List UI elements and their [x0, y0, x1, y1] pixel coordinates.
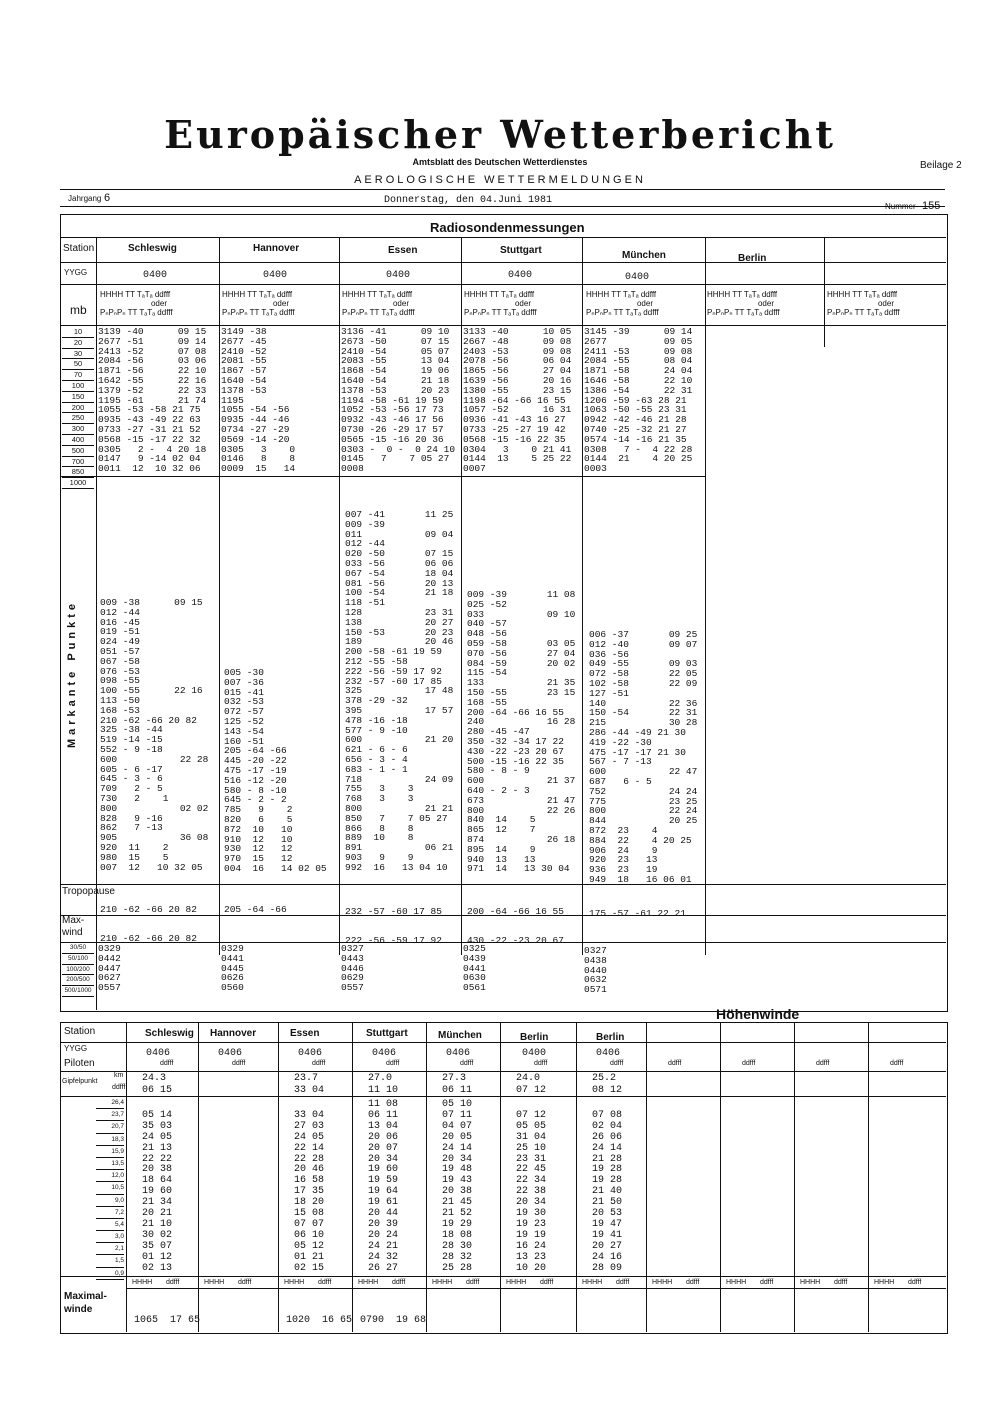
- subtitle: Amtsblatt des Deutschen Wetterdienstes: [412, 157, 588, 167]
- hw-station: Berlin: [520, 1032, 549, 1043]
- maxwind-value: 210 -62 -66 20 82: [100, 933, 197, 944]
- yygg-value: 0400: [508, 270, 533, 281]
- hw-station-label: Station: [64, 1026, 96, 1037]
- gipfel-dd: 33 04: [294, 1085, 325, 1096]
- mark-muenchen: 006 -37 09 25 012 -40 09 07 036 -56 049 -55 09 03 072 -58 22 05 102 -58 22 09 127 -51 140 22 36 150 -54 22 31 215 30 28 286 -44 -49 21 30 419 -22 -30 475 -17 -17 21 30 567 - 7 -13 600 22 47 687 6 - 5 752 24 24 775 23 25 800 22 24 844 20 25 872 23 4 884 22 4 20 25 906 24 9 920 23 13 936 23 19 949 18 16 06 01: [589, 629, 698, 885]
- station-berlin: Berlin: [738, 253, 767, 264]
- ddfff-label: ddfff: [540, 1279, 554, 1286]
- shear-label: 200/500: [62, 975, 94, 986]
- gipfel-km: 23.7: [294, 1073, 319, 1084]
- col-header: HHHH TT TₐTₐ ddfff oder PₙPₙPₙ TT TₐTₐ ddfff: [586, 290, 659, 317]
- maximal-dd: 16 65: [322, 1315, 353, 1326]
- hhhh-label: HHHH: [726, 1279, 747, 1286]
- mark-essen: 007 -41 11 25 009 -39 011 09 04 012 -44 020 -50 07 15 033 -56 06 06 067 -54 18 04 081 -56 20 13 100 -54 21 18 118 -51 128 23 31 138 20 27 150 -53 20 23 189 20 46 200 -58 -61 19 59 212 -55 -58 222 -56 -59 17 92 232 -57 -60 17 85 325 17 48 378 -29 -32 395 17 57 478 -16 -18 577 - 9 -10 600 21 20 621 - 6 - 6 656 - 3 - 4 683 - 1 - 1 718 24 09 755 3 3 768 3 3 800 21 21 850 7 7 05 27 866 8 8 889 10 8 891 06 21 903 9 9 992 16 13 04 10: [345, 509, 454, 873]
- station-label: Station: [63, 243, 95, 254]
- ddfff-label: ddfff: [668, 1060, 682, 1067]
- section-title: AEROLOGISCHE WETTERMELDUNGEN: [354, 174, 646, 186]
- level-label: 250: [62, 413, 94, 424]
- station-stuttgart: Stuttgart: [500, 245, 542, 256]
- level-label: 20: [62, 338, 94, 349]
- level-label: 150: [62, 392, 94, 403]
- tropo-value: 200 -64 -66 16 55: [467, 906, 564, 917]
- maximal-dd: 19 68: [396, 1315, 427, 1326]
- wind-column: 05 14 35 03 24 05 21 13 22 22 20 38 18 64 19 60 21 34 20 21 21 10 30 02 35 07 01 12 02 13: [142, 1109, 173, 1274]
- station-essen: Essen: [388, 245, 418, 256]
- level-list: [62, 327, 94, 489]
- hhhh-label: HHHH: [652, 1279, 673, 1286]
- gipfel-km: 27.0: [368, 1073, 393, 1084]
- ddfff-label: ddfff: [466, 1279, 480, 1286]
- maximal-dd: 17 65: [170, 1315, 201, 1326]
- gipfel-km-label: km: [114, 1072, 124, 1079]
- jahrgang-label: Jahrgang: [68, 194, 102, 203]
- col-header: HHHH TT TₐTₐ ddfff oder PₙPₙPₙ TT TₐTₐ ddfff: [464, 290, 537, 317]
- hw-station: Essen: [290, 1028, 320, 1039]
- mark-schleswig: 009 -38 09 15 012 -44 016 -45 019 -51 024 -49 051 -57 067 -58 076 -53 098 -55 100 -55 22 16 113 -50 168 -53 210 -62 -66 20 82 325 -38 -44 519 -14 -15 552 - 9 -18 600 22 28 605 - 6 -17 645 - 3 - 6 709 2 - 5 730 2 1 800 02 02 828 9 -16 862 7 -13 905 36 08 920 11 2 980 15 5 007 12 10 32 05: [100, 597, 209, 873]
- wind-column: 07 12 05 05 31 04 25 10 23 31 22 45 22 34 22 38 20 34 19 30 19 23 19 19 16 24 13 23 10 20: [516, 1109, 547, 1274]
- hw-station: Schleswig: [145, 1028, 194, 1039]
- shear-hannover: 0329 0441 0445 0626 0560: [221, 943, 244, 994]
- ddfff-label: ddfff: [238, 1279, 252, 1286]
- ddfff-label: ddfff: [386, 1060, 400, 1067]
- shear-muenchen: 0327 0438 0440 0632 0571: [584, 945, 607, 996]
- km-level: 12,0: [96, 1170, 124, 1182]
- hhhh-label: HHHH: [800, 1279, 821, 1286]
- ddfff-label: ddfff: [318, 1279, 332, 1286]
- col-header: HHHH TT TₐTₐ ddfff oder PₙPₙPₙ TT TₐTₐ ddfff: [222, 290, 295, 317]
- mark-hannover: 005 -30 007 -36 015 -41 032 -53 072 -57 125 -52 143 -54 160 -51 205 -64 -66 445 -20 -22 475 -17 -19 516 -12 -20 580 - 8 -10 645 - 2 - 2 785 9 2 820 6 5 872 10 10 910 12 10 930 12 12 970 15 12 004 16 14 02 05: [224, 667, 327, 874]
- hw-yygg: 0406: [218, 1048, 243, 1059]
- gipfel-label: Gipfelpunkt: [62, 1078, 98, 1085]
- station-muenchen: München: [622, 250, 666, 261]
- ddfff-label: ddfff: [460, 1060, 474, 1067]
- header-rule: [60, 206, 945, 207]
- wind-column: 05 10 07 11 04 07 20 05 24 14 20 34 19 48 19 43 20 38 21 45 21 52 19 29 18 08 28 30 28 32 25 28: [442, 1099, 473, 1274]
- station-hannover: Hannover: [253, 243, 300, 254]
- level-label: 400: [62, 435, 94, 446]
- ddfff-label: ddfff: [312, 1060, 326, 1067]
- hw-yygg: 0406: [298, 1048, 323, 1059]
- ddfff-label: ddfff: [392, 1279, 406, 1286]
- yygg-label: YYGG: [64, 268, 88, 277]
- km-level: 15,9: [96, 1146, 124, 1158]
- piloten-label: Piloten: [64, 1058, 95, 1069]
- km-level: 5,4: [96, 1219, 124, 1231]
- col-header: HHHH TT TₐTₐ ddfff oder PₙPₙPₙ TT TₐTₐ ddfff: [100, 290, 173, 317]
- km-level: 9,0: [96, 1195, 124, 1207]
- date: Donnerstag, den 04.Juni 1981: [384, 195, 553, 206]
- maximal-label: Maximal-winde: [64, 1291, 107, 1315]
- yygg-value: 0400: [143, 270, 168, 281]
- shear-labels: [62, 943, 94, 997]
- col-header: HHHH TT TₐTₐ ddfff oder PₙPₙPₙ TT TₐTₐ ddfff: [342, 290, 415, 317]
- ddfff-label: ddfff: [742, 1060, 756, 1067]
- hw-station: Berlin: [596, 1032, 625, 1043]
- std-essen: 3136 -41 09 10 2673 -50 07 15 2410 -54 05 07 2083 -55 13 04 1868 -54 19 06 1640 -54 21 18 1378 -53 20 23 1194 -58 -61 19 59 1052 -53 -56 17 73 0932 -43 -46 17 56 0730 -26 -29 17 57 0565 -15 -16 20 36 0303 - 0 - 0 24 10 0145 7 7 05 27 0008: [341, 326, 456, 475]
- maximal-hhhh: 1065: [134, 1315, 159, 1326]
- tropo-value: 175 -57 -61 22 21: [589, 908, 686, 919]
- tropo-value: 205 -64 -66: [224, 904, 287, 915]
- radiosonde-title: Radiosondenmessungen: [430, 220, 585, 235]
- km-level: 23,7: [96, 1109, 124, 1121]
- yygg-value: 0400: [263, 270, 288, 281]
- nummer-label: Nummer: [885, 202, 916, 211]
- hhhh-label: HHHH: [432, 1279, 453, 1286]
- wind-column: 33 04 27 03 24 05 22 14 22 28 20 46 16 58 17 35 18 20 15 08 07 07 06 10 05 12 01 21 02 15: [294, 1109, 325, 1274]
- hw-yygg: 0406: [372, 1048, 397, 1059]
- yygg-value: 0400: [625, 272, 650, 283]
- shear-stuttgart: 0325 0439 0441 0630 0561: [463, 943, 486, 994]
- km-level: 26,4: [96, 1097, 124, 1109]
- hhhh-label: HHHH: [284, 1279, 305, 1286]
- maximal-hhhh: 1020: [286, 1315, 311, 1326]
- gipfel-dd: 11 10: [368, 1085, 399, 1096]
- level-label: 10: [62, 327, 94, 338]
- hhhh-label: HHHH: [358, 1279, 379, 1286]
- km-level: 7,2: [96, 1207, 124, 1219]
- ddfff-label: ddfff: [890, 1060, 904, 1067]
- level-label: 1000: [62, 478, 94, 489]
- km-level: 13,5: [96, 1158, 124, 1170]
- shear-label: 30/50: [62, 943, 94, 954]
- shear-label: 500/1000: [62, 986, 94, 997]
- maxwind-label: Max-wind: [62, 915, 85, 938]
- std-stuttgart: 3133 -40 10 05 2667 -48 09 08 2403 -53 09 08 2078 -56 06 04 1865 -56 27 04 1639 -56 20 16 1380 -55 23 15 1198 -64 -66 16 55 1057 -52 16 31 0936 -41 -43 16 27 0733 -25 -27 19 42 0568 -15 -16 22 35 0304 3 0 21 41 0144 13 5 25 22 0007: [463, 326, 572, 475]
- tropopause-label: Tropopause: [62, 886, 115, 897]
- hw-yygg: 0406: [596, 1048, 621, 1059]
- tropo-value: 210 -62 -66 20 82: [100, 904, 197, 915]
- mark-stuttgart: 009 -39 11 08 025 -52 033 09 10 040 -57 048 -56 059 -58 03 05 070 -56 27 04 084 -59 20 02 115 -54 133 21 35 150 -55 23 15 168 -55 200 -64 -66 16 55 240 16 28 280 -45 -47 350 -32 -34 17 22 430 -22 -23 20 67 500 -15 -16 22 35 580 - 8 - 9 600 21 37 640 - 2 - 3 673 21 47 800 22 26 840 14 5 865 12 7 874 26 18 895 14 9 940 13 13 971 14 13 30 04: [467, 589, 576, 875]
- hw-station: Hannover: [210, 1028, 257, 1039]
- ddfff-label: ddfff: [166, 1279, 180, 1286]
- level-label: 200: [62, 403, 94, 414]
- km-level: 3,0: [96, 1231, 124, 1243]
- km-level: 0,9: [96, 1268, 124, 1280]
- hhhh-label: HHHH: [132, 1279, 153, 1286]
- gipfel-km: 24.0: [516, 1073, 541, 1084]
- yygg-value: 0400: [386, 270, 411, 281]
- ddfff-label: ddfff: [534, 1060, 548, 1067]
- gipfel-dd: 08 12: [592, 1085, 623, 1096]
- gipfel-dd: 06 11: [442, 1085, 473, 1096]
- level-label: 100: [62, 381, 94, 392]
- ddfff-label: ddfff: [610, 1060, 624, 1067]
- km-level: 18,3: [96, 1134, 124, 1146]
- station-schleswig: Schleswig: [128, 243, 177, 254]
- hw-yygg: 0406: [446, 1048, 471, 1059]
- hw-yygg: 0400: [522, 1048, 547, 1059]
- km-level: 10,5: [96, 1182, 124, 1194]
- gipfel-km: 24.3: [142, 1073, 167, 1084]
- hw-station: Stuttgart: [366, 1028, 408, 1039]
- col-header: HHHH TT TₐTₐ ddfff oder PₙPₙPₙ TT TₐTₐ ddfff: [827, 290, 900, 317]
- nummer-value: 155: [922, 200, 941, 212]
- maxwind-value: 222 -56 -59 17 92: [345, 935, 442, 946]
- shear-label: 50/100: [62, 954, 94, 965]
- wind-column: 11 08 06 11 13 04 20 06 20 07 20 34 19 60 19 59 19 64 19 61 20 44 20 39 20 24 24 21 24 32 26 27: [368, 1099, 399, 1274]
- jahrgang-value: 6: [104, 192, 111, 204]
- hw-station: München: [438, 1030, 482, 1041]
- gipfel-km: 27.3: [442, 1073, 467, 1084]
- gipfel-dd: 07 12: [516, 1085, 547, 1096]
- hw-yygg-label: YYGG: [64, 1044, 88, 1053]
- std-schleswig: 3139 -40 09 15 2677 -51 09 14 2413 -52 07 08 2084 -56 03 06 1871 -56 22 10 1642 -55 22 16 1379 -52 22 33 1195 -61 21 74 1055 -53 -58 21 75 0935 -43 -49 22 63 0733 -27 -31 21 52 0568 -15 -17 22 32 0305 2 - 4 20 18 0147 9 -14 02 04 0011 12 10 32 06: [98, 326, 207, 475]
- header-rule: [60, 189, 945, 190]
- shear-label: 100/200: [62, 965, 94, 976]
- maximal-hhhh: 0790: [360, 1315, 385, 1326]
- hoehenwinde-title: Höhenwinde: [716, 1006, 800, 1022]
- ddfff-label: ddfff: [160, 1060, 174, 1067]
- gipfel-dd-label: ddfff: [112, 1084, 126, 1091]
- hw-yygg: 0406: [146, 1048, 171, 1059]
- ddfff-label: ddfff: [686, 1279, 700, 1286]
- level-label: 500: [62, 446, 94, 457]
- std-muenchen: 3145 -39 09 14 2677 09 05 2411 -53 09 08 2084 -55 08 04 1871 -58 24 04 1646 -58 22 10 1386 -54 22 31 1206 -59 -63 28 21 1063 -50 -55 23 31 0942 -42 -46 21 28 0740 -25 -32 21 27 0574 -14 -16 21 35 0308 7 - 4 22 28 0144 21 4 20 25 0003: [584, 326, 693, 475]
- ddfff-label: ddfff: [616, 1279, 630, 1286]
- maxwind-value: 430 -22 -23 20 67: [467, 935, 564, 946]
- beilage: Beilage 2: [920, 160, 962, 171]
- std-hannover: 3149 -38 2677 -45 2410 -52 2081 -55 1867 -57 1640 -54 1378 -53 1195 1055 -54 -56 0935 -44 -46 0734 -27 -29 0569 -14 -20 0305 3 0 0146 8 8 0009 15 14: [221, 326, 296, 475]
- ddfff-label: ddfff: [834, 1279, 848, 1286]
- gipfel-dd: 06 15: [142, 1085, 173, 1096]
- km-level: 2,1: [96, 1243, 124, 1255]
- hhhh-label: HHHH: [506, 1279, 527, 1286]
- shear-essen: 0327 0443 0446 0629 0557: [341, 943, 364, 994]
- col-header: HHHH TT TₐTₐ ddfff oder PₙPₙPₙ TT TₐTₐ ddfff: [707, 290, 780, 317]
- ddfff-label: ddfff: [232, 1060, 246, 1067]
- km-level: 20,7: [96, 1121, 124, 1133]
- ddfff-row: [126, 1060, 946, 1070]
- wind-column: 07 08 02 04 26 06 24 14 21 28 19 28 19 28 21 40 21 50 20 53 19 47 19 41 20 27 24 16 28 09: [592, 1109, 623, 1274]
- level-label: 850: [62, 467, 94, 478]
- gipfel-km: 25.2: [592, 1073, 617, 1084]
- level-label: 70: [62, 370, 94, 381]
- ddfff-label: ddfff: [908, 1279, 922, 1286]
- level-label: 30: [62, 349, 94, 360]
- hhhh-label: HHHH: [582, 1279, 603, 1286]
- markante-punkte-label: Markante Punkte: [66, 600, 78, 749]
- level-label: 50: [62, 359, 94, 370]
- page-title: Europäischer Wetterbericht: [164, 112, 836, 157]
- shear-schleswig: 0329 0442 0447 0627 0557: [98, 943, 121, 994]
- ddfff-label: ddfff: [760, 1279, 774, 1286]
- tropo-value: 232 -57 -60 17 85: [345, 906, 442, 917]
- km-levels: [96, 1097, 124, 1280]
- ddfff-label: ddfff: [816, 1060, 830, 1067]
- level-label: 700: [62, 457, 94, 468]
- level-label: 300: [62, 424, 94, 435]
- hhhh-label: HHHH: [874, 1279, 895, 1286]
- hhhh-label: HHHH: [204, 1279, 225, 1286]
- mb-label: mb: [70, 303, 87, 317]
- km-level: 1,5: [96, 1255, 124, 1267]
